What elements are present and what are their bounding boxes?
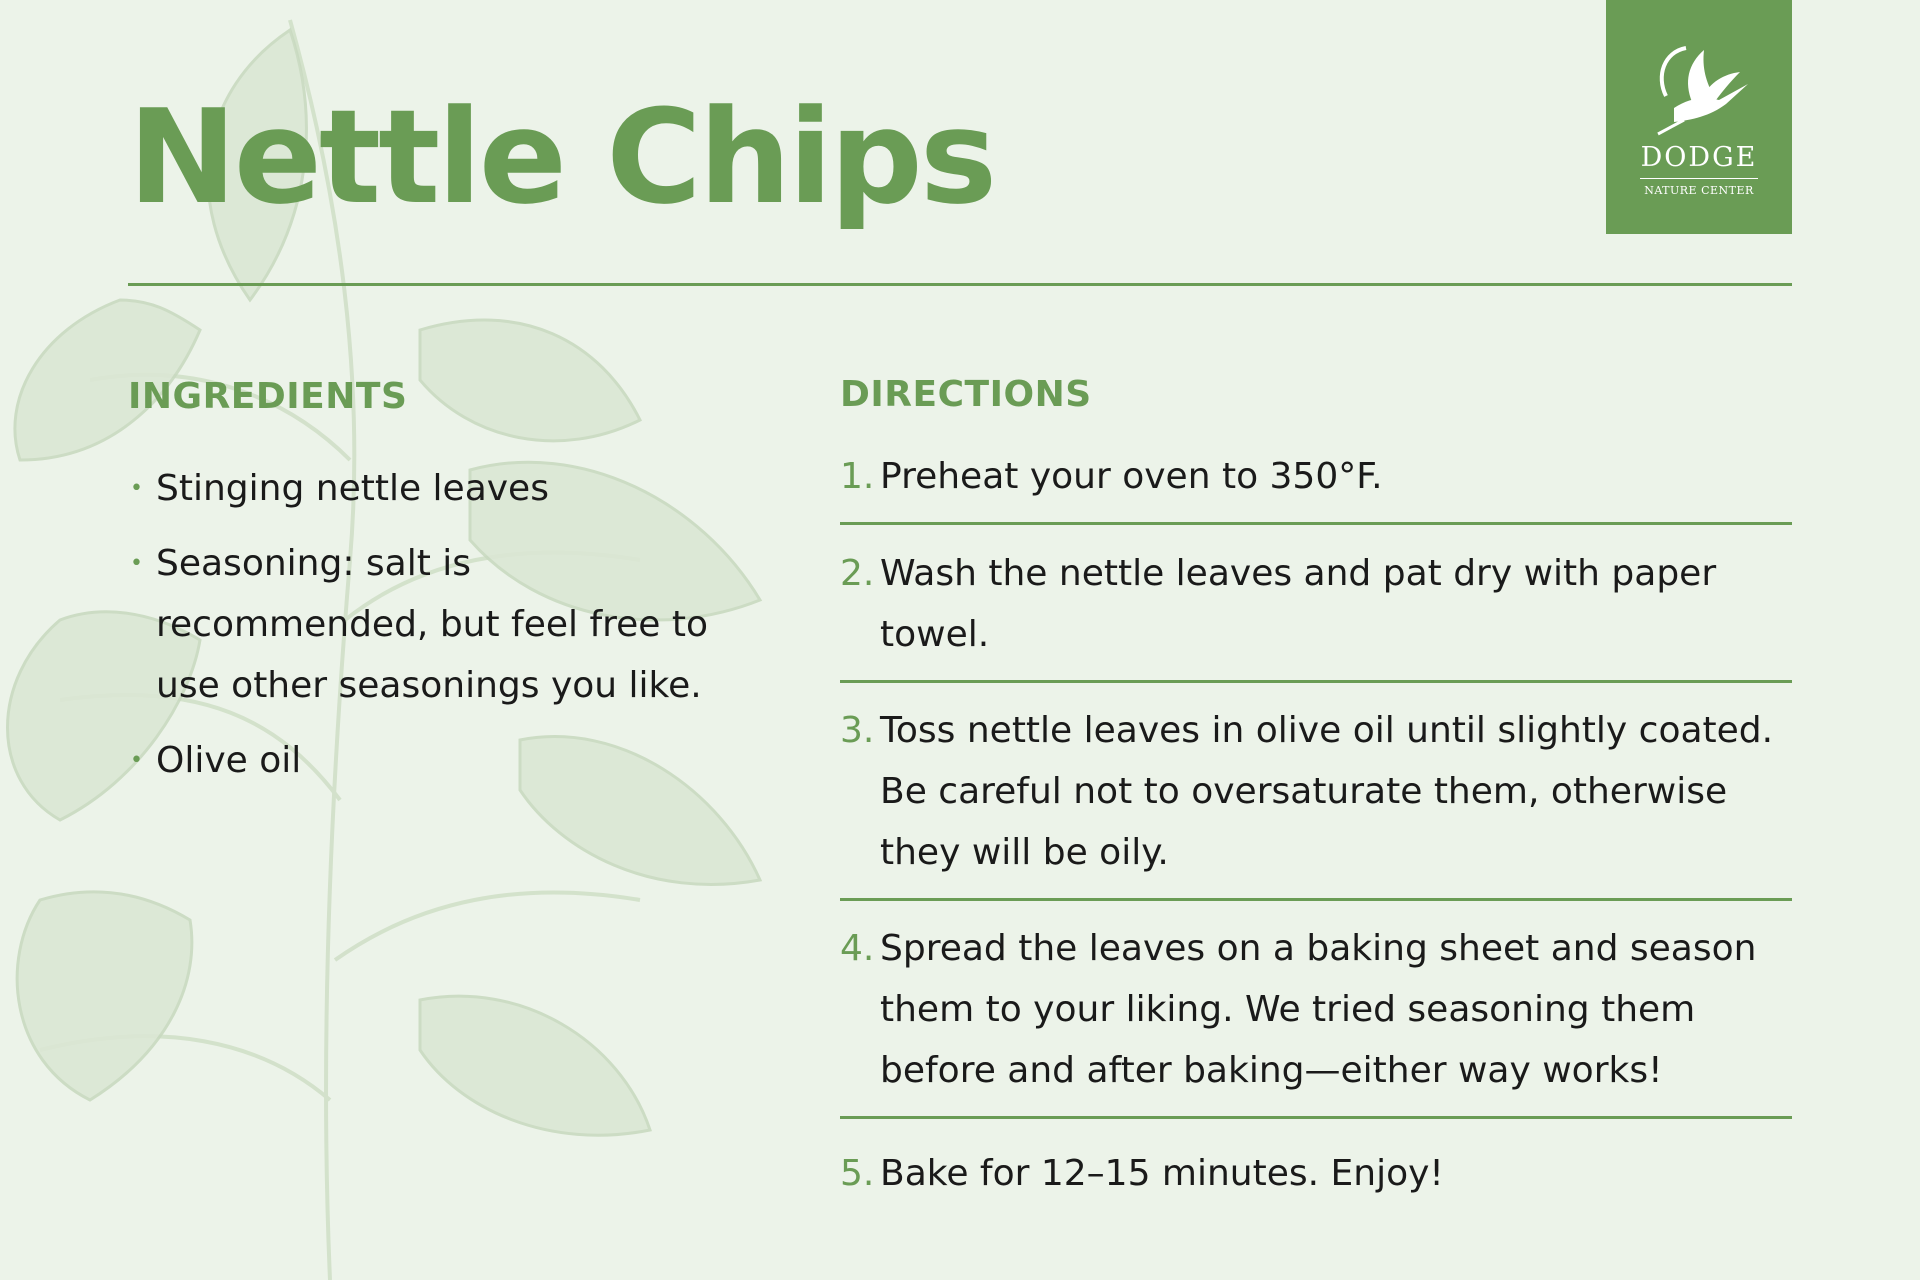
step-number: 1.	[840, 456, 875, 497]
ingredient-text: Olive oil	[156, 740, 302, 781]
dodge-nature-center-logo	[1606, 0, 1792, 234]
step-text: Spread the leaves on a baking sheet and season them to your liking. We tried seasoning them before and after baking—either way works!	[880, 928, 1757, 1091]
direction-step	[840, 683, 1792, 901]
ingredient-item	[128, 458, 748, 519]
step-text: Toss nettle leaves in olive oil until slightly coated. Be careful not to oversaturate them, otherwise they will be oily.	[880, 710, 1774, 873]
step-number: 2.	[840, 553, 875, 594]
logo-subtitle: NATURE CENTER	[1644, 184, 1754, 197]
logo-divider	[1640, 178, 1758, 179]
direction-step	[840, 1119, 1792, 1204]
ingredient-item	[128, 533, 748, 716]
ingredients-list	[128, 458, 748, 805]
direction-step	[840, 446, 1792, 525]
step-number: 4.	[840, 928, 875, 969]
ingredients-heading: INGREDIENTS	[128, 376, 408, 417]
page-title: Nettle Chips	[128, 81, 995, 233]
direction-step	[840, 901, 1792, 1119]
ingredient-item	[128, 730, 748, 791]
step-text: Preheat your oven to 350°F.	[880, 456, 1383, 497]
directions-list	[840, 446, 1792, 1204]
directions-heading: DIRECTIONS	[840, 374, 1092, 415]
bullet-icon: •	[130, 748, 143, 773]
step-text: Wash the nettle leaves and pat dry with paper towel.	[880, 553, 1717, 655]
bullet-icon: •	[130, 476, 143, 501]
step-number: 3.	[840, 710, 875, 751]
ingredient-text: Stinging nettle leaves	[156, 468, 549, 509]
step-text: Bake for 12–15 minutes. Enjoy!	[880, 1153, 1444, 1194]
bullet-icon: •	[130, 551, 143, 576]
direction-step	[840, 525, 1792, 683]
logo-name: DODGE	[1640, 142, 1758, 173]
step-number: 5.	[840, 1153, 875, 1194]
heron-icon	[1644, 38, 1754, 138]
ingredient-text: Seasoning: salt is recommended, but feel free to use other seasonings you like.	[156, 543, 709, 706]
title-divider	[128, 283, 1792, 286]
